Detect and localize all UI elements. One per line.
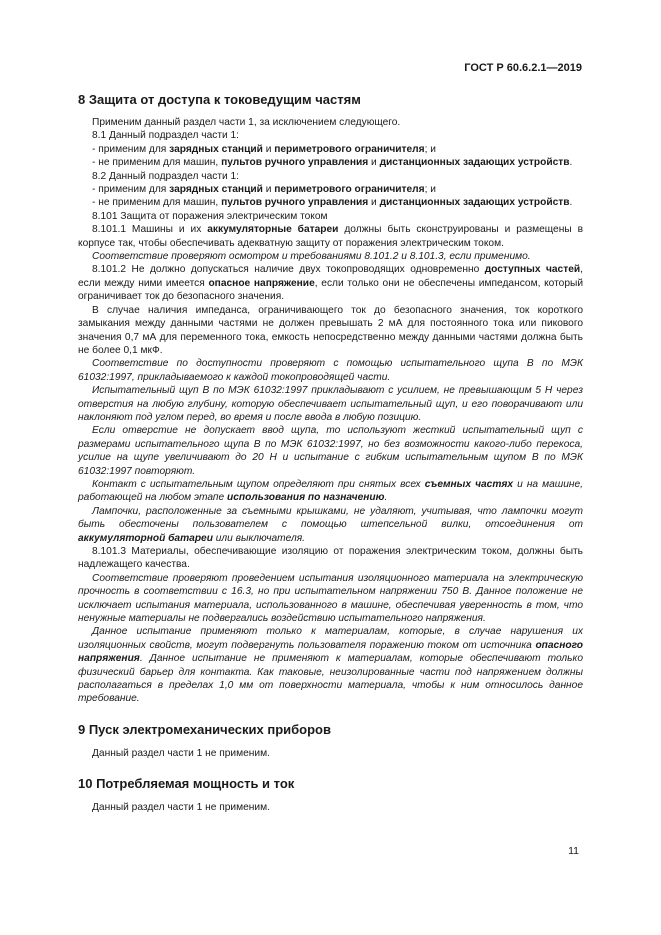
page-content bbox=[78, 92, 583, 815]
list-item: - применим для зарядных станций и периметрового ограничителя; и bbox=[92, 143, 436, 155]
list-item: - не применим для машин, пультов ручного управления и дистанционных задающих устройств. bbox=[92, 197, 573, 209]
paragraph: В случае наличия импеданса, ограничивающего ток до безопасного значения, ток короткого замыкания между данными частями не должен превышать 2 мА для постоянного тока или пикового значения 0,7 мА для переменного тока, емкость непосредственно между данными частями должна быть не более 0,1 мкФ. bbox=[78, 304, 583, 356]
compliance-note: Соответствие проверяют осмотром и требованиями 8.101.2 и 8.101.3, если применимо. bbox=[92, 251, 531, 263]
paragraph: Данный раздел части 1 не применим. bbox=[92, 747, 270, 759]
paragraph: 8.101.3 Материалы, обеспечивающие изоляцию от поражения электрическим током, должны быть надлежащего качества. bbox=[78, 546, 583, 571]
section-10-title: 10 Потребляемая мощность и ток bbox=[78, 776, 295, 792]
paragraph: Применим данный раздел части 1, за исключением следующего. bbox=[92, 117, 401, 128]
document-header: ГОСТ Р 60.6.2.1—2019 bbox=[464, 62, 582, 74]
paragraph: 8.101.2 Не должно допускаться наличие двух токопроводящих одновременно доступных частей, если между ними имеется опасное напряжение, если только они не обеспечены импедансом, который ограничивает ток до безопасного значения. bbox=[78, 264, 584, 303]
section-9-title: 9 Пуск электромеханических приборов bbox=[78, 721, 331, 737]
paragraph: Данный раздел части 1 не применим. bbox=[92, 802, 270, 814]
compliance-note: Если отверстие не допускает ввод щупа, то используют жесткий испытательный щуп с размерами испытательного щупа В по МЭК 61032:1997, но без возможности какого-либо перекоса, усилие на щупе увеличивают до 20 Н и испытание с гибким испытательным щупом В по МЭК 61032:1997 повторяют. bbox=[78, 425, 583, 477]
compliance-note: Данное испытание применяют только к материалам, которые, в случае нарушения их изоляционных свойств, могут подвергнуть пользователя поражению током от источника опасного напряжения. Данное испытание не применяют к материалам, которые обеспечивают только физический барьер для контакта. Как таковые, неизолированные части под напряжением должны располагаться в пределах 1,0 мм от поверхности материала, чтобы к ним относилось данное требование. bbox=[78, 626, 583, 705]
compliance-note: Соответствие по доступности проверяют с помощью испытательного щупа В по МЭК 61032:1997, прикладываемого к каждой токопроводящей части. bbox=[78, 358, 583, 383]
list-item: - не применим для машин, пультов ручного управления и дистанционных задающих устройств. bbox=[92, 157, 573, 169]
page-number: 11 bbox=[568, 845, 579, 857]
compliance-note: Контакт с испытательным щупом определяют при снятых всех съемных частях и на машине, работающей на любом этапе использования по назначению. bbox=[78, 478, 583, 504]
paragraph: 8.101.1 Машины и их аккумуляторные батареи должны быть сконструированы и размещены в корпусе так, чтобы обеспечивать адекватную защиту от поражения электрическим током. bbox=[78, 224, 583, 249]
list-item: - применим для зарядных станций и периметрового ограничителя; и bbox=[92, 184, 436, 196]
compliance-note: Испытательный щуп В по МЭК 61032:1997 прикладывают с усилием, не превышающим 5 Н через отверстия на любую глубину, которую обеспечивает испытательный щуп, и его поворачивают или наклоняют под углом перед, во время и после ввода в любую позицию. bbox=[78, 385, 583, 423]
compliance-note: Соответствие проверяют проведением испытания изоляционного материала на электрическую прочность в соответствии с 16.3, но при испытательном напряжении 750 В. Данное положение не исключает испытания материала, использованного в машине, обеспечивая уверенность в том, что ненужные материалы не подвергались воздействию испытательного напряжения. bbox=[78, 572, 583, 625]
paragraph: 8.1 Данный подраздел части 1: bbox=[92, 130, 240, 142]
compliance-note: Лампочки, расположенные за съемными крышками, не удаляют, учитывая, что лампочки могут быть обесточены пользователем с помощью штепсельной вилки, отсоединения от аккумуляторной батареи или выключателя. bbox=[78, 505, 583, 544]
paragraph: 8.2 Данный подраздел части 1: bbox=[92, 170, 240, 182]
subsection-heading: 8.101 Защита от поражения электрическим током bbox=[92, 210, 328, 222]
section-8-title: 8 Защита от доступа к токоведущим частям bbox=[78, 92, 361, 107]
